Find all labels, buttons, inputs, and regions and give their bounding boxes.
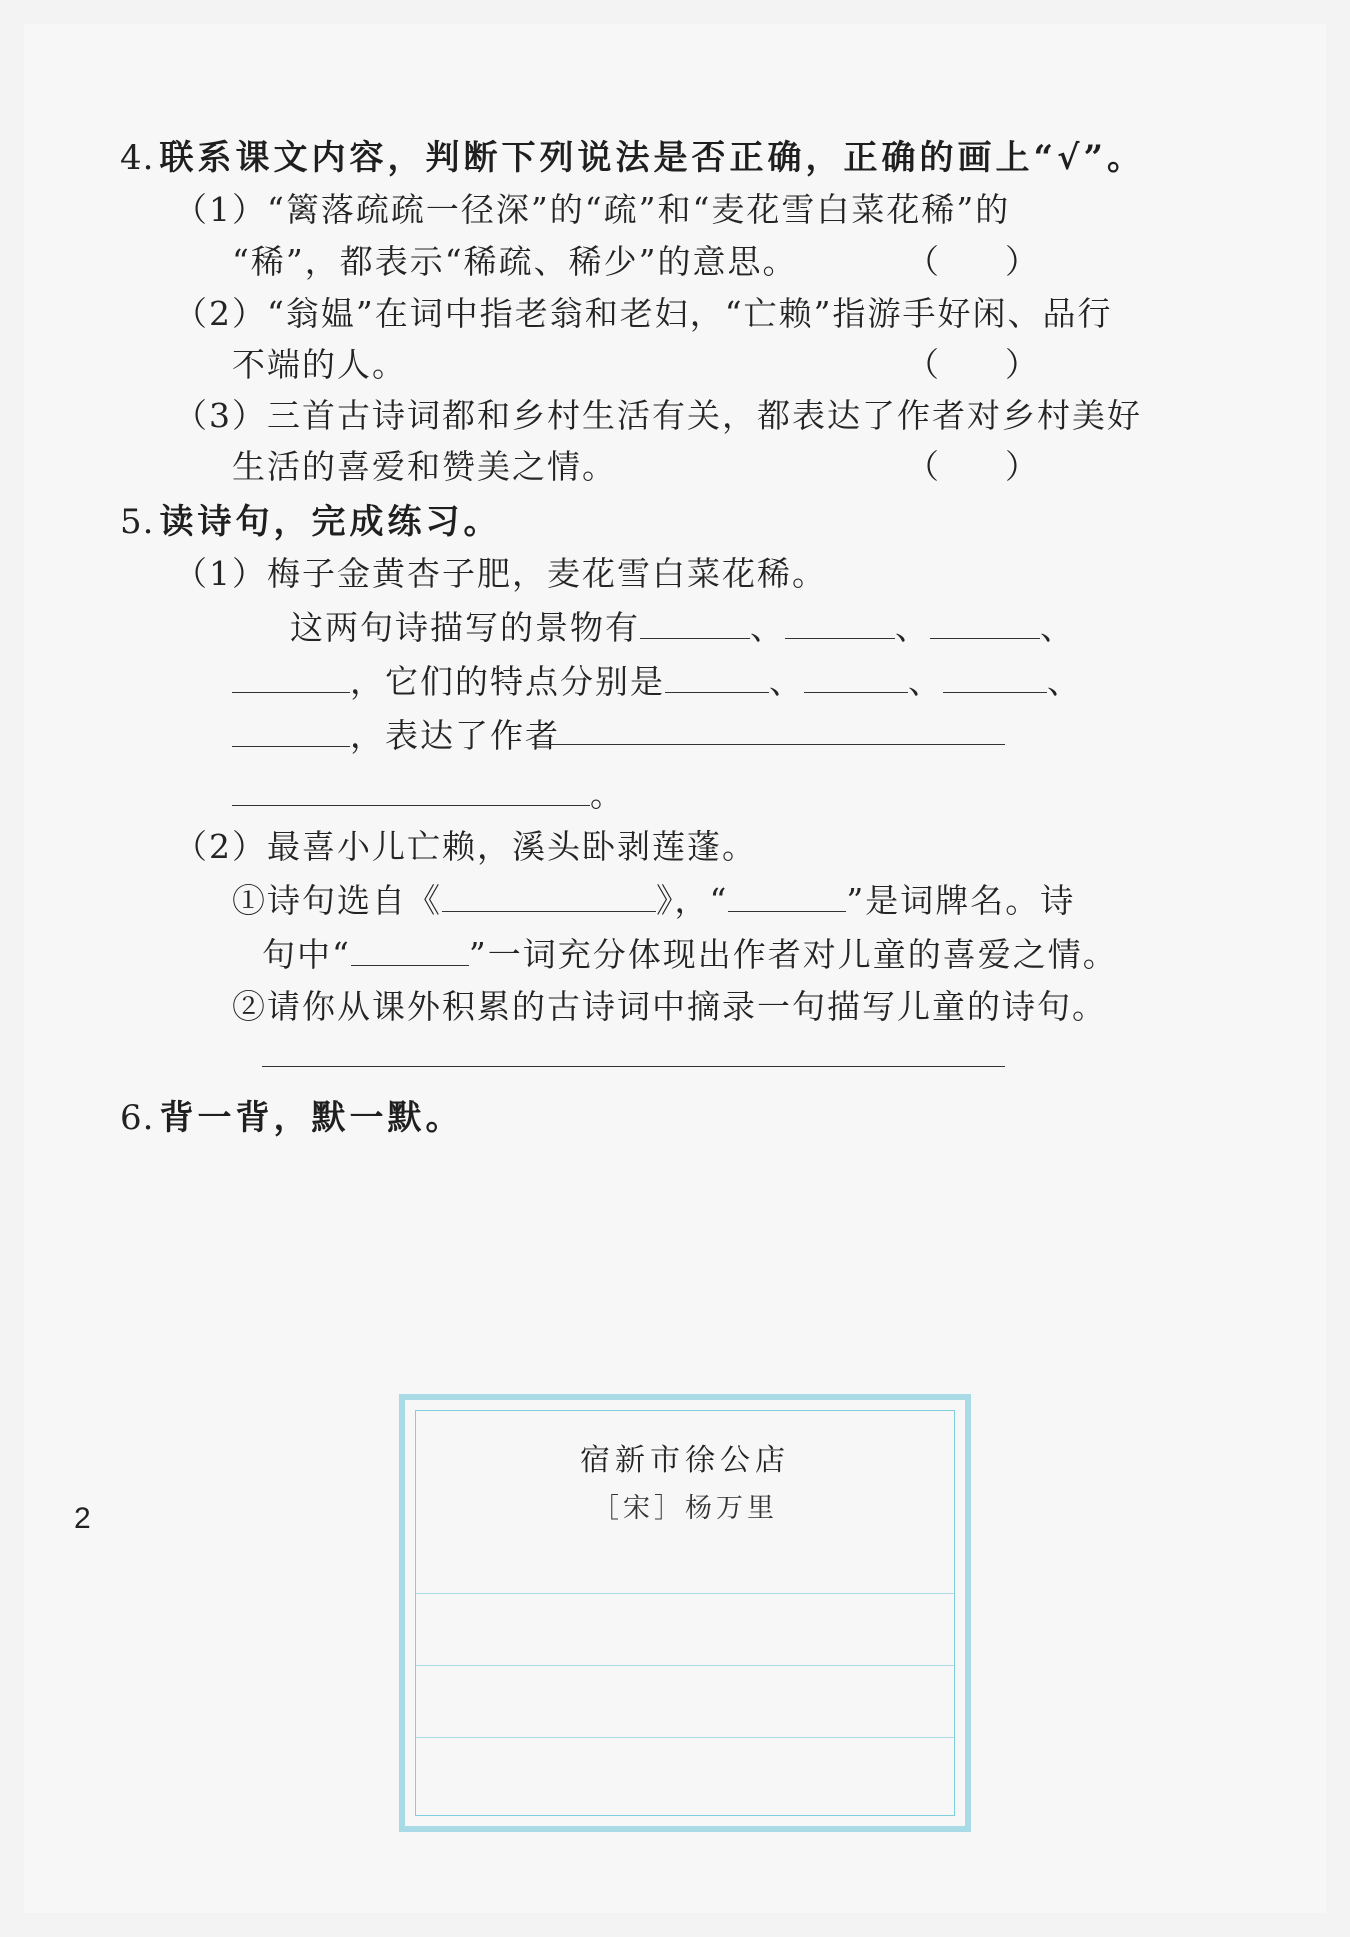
children-poem-answer-line[interactable] [262,1066,1005,1067]
q4-item-3-line-1 [174,390,1142,437]
q5-part-1-row-4 [232,769,625,816]
question-5-number: 5. [120,502,155,542]
q4-item-3-line-2: 生活的喜爱和赞美之情。 [232,447,617,486]
q4-item-2-label: （2） [174,294,267,333]
poem-title: 宿新市徐公店 [580,1443,790,1478]
keyword-prompt-start: 句中“ [262,935,351,974]
q4-item-1-line-1 [174,184,1010,231]
question-6-title: 背一背，默一默。 [159,1098,464,1138]
q4-item-3-text: 三首古诗词都和乡村生活有关，都表达了作者对乡村美好 [267,396,1142,435]
cipai-blank[interactable] [728,881,846,912]
q5-part-1-poem: 梅子金黄杏子肥，麦花雪白菜花稀。 [267,554,827,593]
writing-line-2[interactable] [416,1665,954,1666]
q5-p1-prompt-features: ，它们的特点分别是 [350,662,665,701]
q5-part-1-label: （1） [174,554,267,593]
keyword-prompt-end: ”一词充分体现出作者对儿童的喜爱之情。 [468,935,1118,974]
period: 。 [590,775,625,814]
q4-item-2-line-1 [174,288,1112,335]
q5-p1-prompt-expression: ，表达了作者 [350,716,560,755]
expression-answer-line-1[interactable] [532,744,1005,745]
q4-item-2-answer-box[interactable]: （ ） [906,345,1038,384]
writing-line-1[interactable] [416,1593,954,1594]
scenery-blank-1[interactable] [640,608,750,639]
q4-item-1-answer-box[interactable]: （ ） [906,242,1038,281]
q4-item-1-line-2: “稀”，都表示“稀疏、稀少”的意思。 [232,242,798,281]
q4-item-1-label: （1） [174,190,267,229]
scenery-blank-4[interactable] [232,662,350,693]
question-5-title: 读诗句，完成练习。 [159,502,502,542]
feature-blank-3[interactable] [943,662,1047,693]
feature-blank-4[interactable] [232,716,350,747]
q5-part-2-sub-1-row-1 [232,875,1075,922]
source-prompt: ①诗句选自《 [232,881,442,920]
separator: 、 [908,662,943,701]
keyword-blank[interactable] [351,935,469,966]
q4-item-3-answer-box[interactable]: （ ） [906,447,1038,486]
separator: 、 [1040,608,1075,647]
poem-author: ［宋］杨万里 [592,1493,778,1524]
question-4-heading [120,130,1145,179]
q5-part-2-poem-line [174,821,757,868]
poem-dictation-inner-frame [415,1410,955,1816]
q4-item-2-line-2: 不端的人。 [232,345,407,384]
question-6-heading [120,1090,464,1139]
q5-part-1-row-1 [290,602,1075,649]
q5-part-1-poem-line [174,548,827,595]
scenery-blank-2[interactable] [785,608,895,639]
source-close: 》，“ [656,881,729,920]
separator: 、 [750,608,785,647]
scenery-blank-3[interactable] [930,608,1040,639]
separator: 、 [895,608,930,647]
cipai-prompt: ”是词牌名。诗 [846,881,1076,920]
source-title-blank[interactable] [442,881,656,912]
page-number: 2 [74,1502,91,1535]
feature-blank-2[interactable] [804,662,908,693]
separator: 、 [769,662,804,701]
feature-blank-1[interactable] [665,662,769,693]
q5-part-2-label: （2） [174,827,267,866]
q5-part-1-row-2 [232,656,1082,703]
separator: 、 [1047,662,1082,701]
q5-part-1-row-3 [232,710,560,757]
q5-part-2-sub-1-row-2 [262,929,1118,976]
worksheet-page [24,24,1326,1913]
expression-answer-line-2[interactable] [232,775,590,806]
q4-item-1-text: “篱落疏疏一径深”的“疏”和“麦花雪白菜花稀”的 [267,190,1011,229]
poem-dictation-box [399,1394,971,1832]
writing-line-3[interactable] [416,1737,954,1738]
question-4-title: 联系课文内容，判断下列说法是否正确，正确的画上“√”。 [159,138,1146,178]
q5-part-2-poem: 最喜小儿亡赖，溪头卧剥莲蓬。 [267,827,757,866]
q5-part-2-sub-2: ②请你从课外积累的古诗词中摘录一句描写儿童的诗句。 [232,987,1107,1026]
q4-item-2-text: “翁媪”在词中指老翁和老妇，“亡赖”指游手好闲、品行 [267,294,1113,333]
question-6-number: 6. [120,1098,155,1138]
q5-p1-prompt-scenery: 这两句诗描写的景物有 [290,608,640,647]
q4-item-3-label: （3） [174,396,267,435]
question-5-heading [120,494,502,543]
question-4-number: 4. [120,138,155,178]
